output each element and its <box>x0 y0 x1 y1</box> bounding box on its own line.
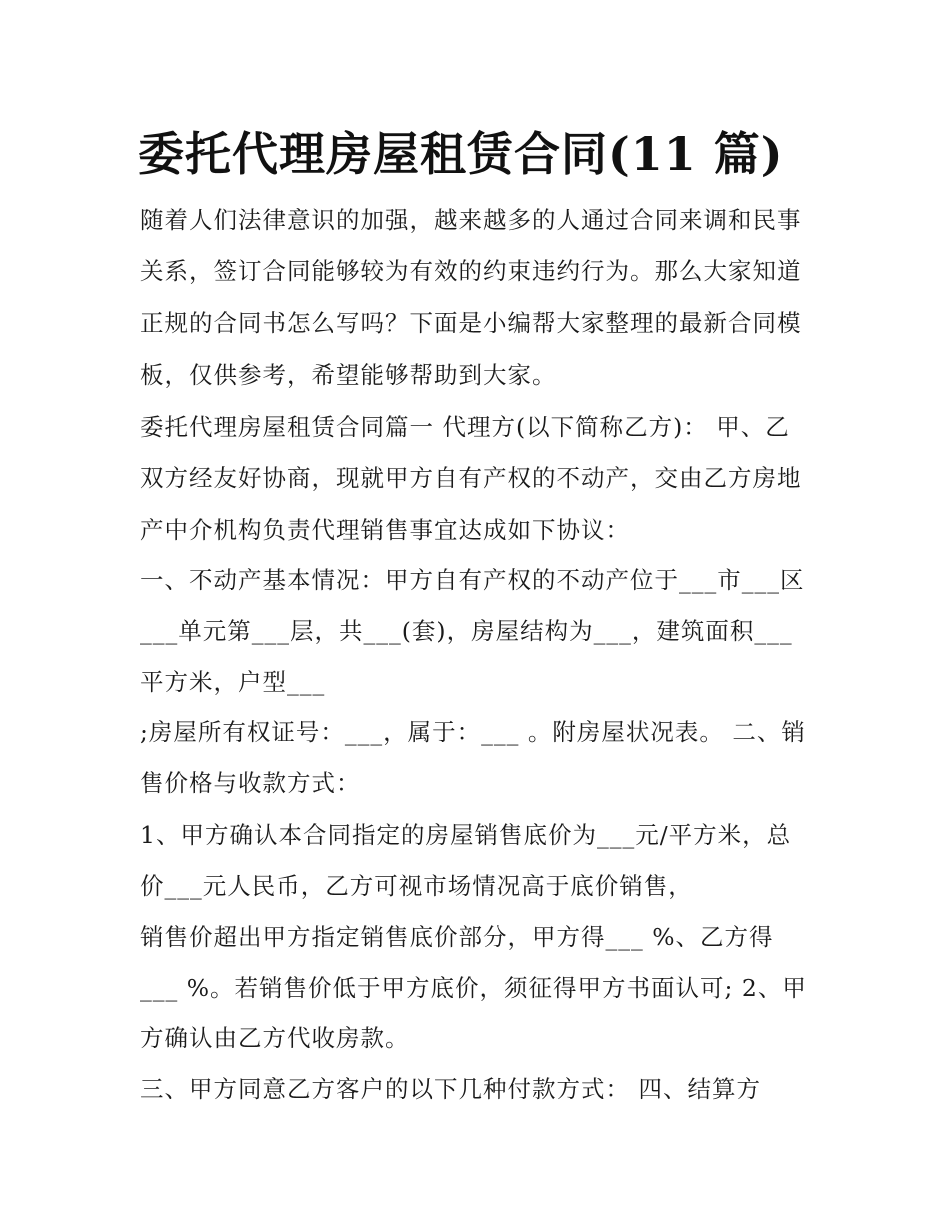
paragraph-line: 三、甲方同意乙方客户的以下几种付款方式： 四、结算方 <box>140 1075 761 1103</box>
paragraph-line: 销售价超出甲方指定销售底价部分，甲方得___ %、乙方得 <box>140 923 774 951</box>
paragraph-line: ;房屋所有权证号：___，属于：___ 。附房屋状况表。 二、销 <box>140 718 806 746</box>
document-title: 委托代理房屋租赁合同(11 篇) <box>138 127 784 181</box>
paragraph-line: ___单元第___层，共___(套)，房屋结构为___，建筑面积___ <box>140 617 793 645</box>
paragraph-line: 委托代理房屋租赁合同篇一 代理方(以下简称乙方)： 甲、乙 <box>140 413 790 441</box>
paragraph-line: 价___元人民币，乙方可视市场情况高于底价销售， <box>140 872 693 900</box>
paragraph-line: 产中介机构负责代理销售事宜达成如下协议： <box>140 516 630 544</box>
paragraph-line: 随着人们法律意识的加强，越来越多的人通过合同来调和民事 <box>140 206 802 234</box>
paragraph-line: 双方经友好协商，现就甲方自有产权的不动产，交由乙方房地 <box>140 464 802 492</box>
paragraph-line: 一、不动产基本情况：甲方自有产权的不动产位于___市___区 <box>140 566 805 594</box>
paragraph-line: 1、甲方确认本合同指定的房屋销售底价为___元/平方米，总 <box>140 821 792 849</box>
paragraph-line: ___ %。若销售价低于甲方底价，须征得甲方书面认可; 2、甲 <box>140 974 807 1002</box>
paragraph-line: 售价格与收款方式： <box>140 769 361 797</box>
paragraph-line: 平方米，户型___ <box>140 668 326 696</box>
paragraph-line: 方确认由乙方代收房款。 <box>140 1024 410 1052</box>
paragraph-line: 正规的合同书怎么写吗？下面是小编帮大家整理的最新合同模 <box>140 309 802 337</box>
paragraph-line: 板，仅供参考，希望能够帮助到大家。 <box>140 361 557 389</box>
paragraph-line: 关系，签订合同能够较为有效的约束违约行为。那么大家知道 <box>140 257 802 285</box>
